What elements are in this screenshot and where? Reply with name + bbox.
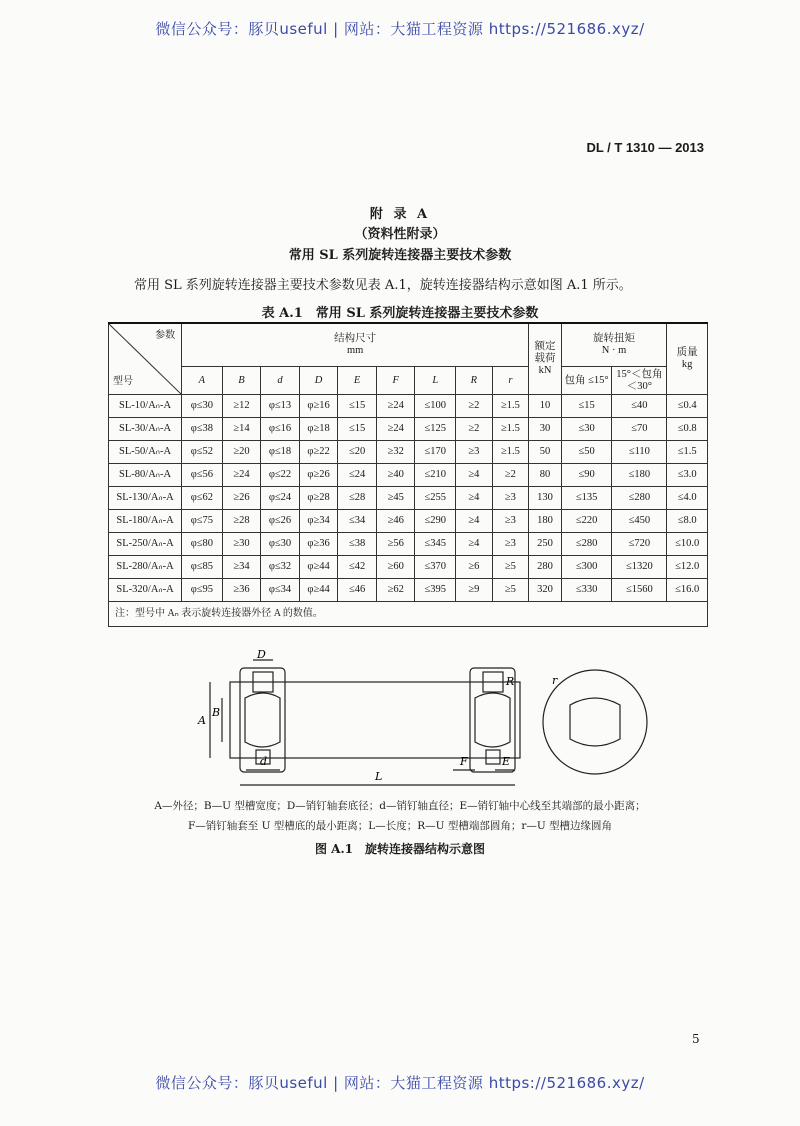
figure-legend-line2: F—销钉轴套至 U 型槽底的最小距离；L—长度；R—U 型槽端部圆角；r—U 型槽边缘圆角 [187, 820, 613, 832]
table-row [109, 556, 708, 579]
value-cell: ≤3.0 [667, 464, 708, 487]
value-cell: ≤110 [612, 441, 667, 464]
col-header: L [415, 367, 456, 395]
value-cell: ≥32 [376, 441, 415, 464]
right-u-slot [475, 693, 510, 747]
right-pin-bottom [486, 750, 500, 764]
value-cell: φ≥26 [299, 464, 338, 487]
value-cell: ≤290 [415, 510, 456, 533]
value-cell: ≥12 [222, 395, 261, 418]
standard-code: DL / T 1310 — 2013 [586, 140, 704, 155]
figure-caption: 图 A.1 旋转连接器结构示意图 [314, 842, 486, 856]
value-cell: ≤345 [415, 533, 456, 556]
detail-circle [543, 670, 647, 774]
col-header-torque-a: 包角 ≤15° [561, 367, 612, 395]
value-cell: ≤40 [612, 395, 667, 418]
label-B: B [212, 706, 221, 719]
label-r: r [552, 674, 558, 687]
value-cell: φ≤16 [261, 418, 300, 441]
value-cell: ≥24 [376, 395, 415, 418]
value-cell: ≤100 [415, 395, 456, 418]
value-cell: ≤16.0 [667, 579, 708, 602]
header-torque-title: 旋转扭矩 [593, 333, 635, 345]
value-cell: ≥45 [376, 487, 415, 510]
value-cell: ≥6 [456, 556, 493, 579]
label-L: L [375, 770, 383, 783]
label-R: R [506, 675, 515, 688]
header-mass-title: 质量 [676, 347, 698, 358]
value-cell: ≤46 [338, 579, 377, 602]
value-cell: ≤300 [561, 556, 612, 579]
value-cell: ≤24 [338, 464, 377, 487]
value-cell: ≤210 [415, 464, 456, 487]
value-cell: ≥1.5 [492, 441, 529, 464]
model-cell: SL-50/Aₙ-A [109, 441, 182, 464]
value-cell: φ≤30 [182, 395, 223, 418]
appendix-title: 附 录 A [369, 207, 431, 222]
value-cell: ≤4.0 [667, 487, 708, 510]
value-cell: φ≥36 [299, 533, 338, 556]
col-header: B [222, 367, 261, 395]
value-cell: ≥3 [492, 487, 529, 510]
header-load [529, 323, 561, 395]
figure-legend-line1: A—外径；B—U 型槽宽度；D—销钉轴套底径；d—销钉轴直径；E—销钉轴中心线至其端部的最小距离； [154, 800, 646, 812]
value-cell: ≤255 [415, 487, 456, 510]
value-cell: 10 [529, 395, 561, 418]
value-cell: φ≤24 [261, 487, 300, 510]
value-cell: φ≥18 [299, 418, 338, 441]
value-cell: φ≤62 [182, 487, 223, 510]
page-number: 5 [692, 1032, 700, 1046]
value-cell: φ≤95 [182, 579, 223, 602]
value-cell: φ≤13 [261, 395, 300, 418]
value-cell: ≤15 [338, 395, 377, 418]
label-D: D [257, 650, 266, 661]
col-header: E [338, 367, 377, 395]
value-cell: ≥4 [456, 464, 493, 487]
value-cell: φ≥28 [299, 487, 338, 510]
header-dims-title: 结构尺寸 [334, 333, 377, 345]
table-row [109, 395, 708, 418]
value-cell: 250 [529, 533, 561, 556]
model-cell: SL-280/Aₙ-A [109, 556, 182, 579]
value-cell: ≥46 [376, 510, 415, 533]
table-row [109, 533, 708, 556]
value-cell: ≤1.5 [667, 441, 708, 464]
value-cell: φ≤56 [182, 464, 223, 487]
value-cell: φ≤52 [182, 441, 223, 464]
appendix-subtitle: 常用 SL 系列旋转连接器主要技术参数 [288, 248, 512, 263]
header-mass-unit: kg [681, 359, 693, 370]
header-torque-unit: N · m [601, 345, 627, 357]
value-cell: ≤50 [561, 441, 612, 464]
value-cell: ≥2 [456, 395, 493, 418]
model-cell: SL-180/Aₙ-A [109, 510, 182, 533]
value-cell: ≤220 [561, 510, 612, 533]
value-cell: ≥24 [376, 418, 415, 441]
value-cell: ≤70 [612, 418, 667, 441]
value-cell: φ≤30 [261, 533, 300, 556]
table-row [109, 464, 708, 487]
value-cell: φ≤22 [261, 464, 300, 487]
value-cell: ≥62 [376, 579, 415, 602]
value-cell: ≤12.0 [667, 556, 708, 579]
header-load-l3: kN [538, 365, 552, 376]
value-cell: ≤0.4 [667, 395, 708, 418]
header-model: 型号 [113, 376, 133, 387]
table-body [109, 395, 708, 602]
value-cell: ≤395 [415, 579, 456, 602]
model-cell: SL-80/Aₙ-A [109, 464, 182, 487]
label-F: F [460, 755, 468, 768]
value-cell: ≤1560 [612, 579, 667, 602]
header-mass [667, 323, 708, 395]
value-cell: ≥2 [456, 418, 493, 441]
table-row [109, 487, 708, 510]
col-header-torque-b: 15°＜包角 ＜30° [612, 367, 667, 395]
value-cell: ≥9 [456, 579, 493, 602]
value-cell: ≥14 [222, 418, 261, 441]
header-load-l2: 载荷 [534, 353, 556, 364]
value-cell: ≥34 [222, 556, 261, 579]
label-E: E [502, 755, 511, 768]
value-cell: φ≥44 [299, 556, 338, 579]
value-cell: 130 [529, 487, 561, 510]
table-row [109, 510, 708, 533]
value-cell: φ≤80 [182, 533, 223, 556]
table-row [109, 418, 708, 441]
value-cell: ≥30 [222, 533, 261, 556]
value-cell: ≤15 [561, 395, 612, 418]
header-param: 参数 [155, 330, 176, 341]
model-cell: SL-130/Aₙ-A [109, 487, 182, 510]
value-cell: ≥28 [222, 510, 261, 533]
value-cell: ≤42 [338, 556, 377, 579]
value-cell: φ≤26 [261, 510, 300, 533]
table-row [109, 441, 708, 464]
spec-table [108, 322, 708, 627]
value-cell: ≥60 [376, 556, 415, 579]
value-cell: ≤30 [561, 418, 612, 441]
header-load-l1: 额定 [534, 341, 556, 352]
model-cell: SL-320/Aₙ-A [109, 579, 182, 602]
detail-u-slot [570, 698, 620, 746]
value-cell: 280 [529, 556, 561, 579]
value-cell: ≥26 [222, 487, 261, 510]
label-d: d [260, 755, 268, 768]
col-header: d [261, 367, 300, 395]
connector-diagram [150, 650, 660, 792]
value-cell: ≤28 [338, 487, 377, 510]
watermark-top: 微信公众号：豚贝useful | 网站：大猫工程资源 https://521686.xyz/ [155, 20, 645, 38]
col-header: r [492, 367, 529, 395]
value-cell: ≤280 [612, 487, 667, 510]
left-u-slot [245, 693, 280, 747]
value-cell: 30 [529, 418, 561, 441]
value-cell: 320 [529, 579, 561, 602]
table-note: 注：型号中 Aₙ 表示旋转连接器外径 A 的数值。 [109, 602, 708, 627]
value-cell: φ≤18 [261, 441, 300, 464]
value-cell: ≤170 [415, 441, 456, 464]
watermark-bottom: 微信公众号：豚贝useful | 网站：大猫工程资源 https://521686.xyz/ [155, 1074, 645, 1092]
appendix-type: （资料性附录） [354, 227, 446, 242]
value-cell: ≤280 [561, 533, 612, 556]
value-cell: ≤125 [415, 418, 456, 441]
model-cell: SL-10/Aₙ-A [109, 395, 182, 418]
value-cell: φ≥34 [299, 510, 338, 533]
value-cell: φ≤85 [182, 556, 223, 579]
value-cell: φ≤32 [261, 556, 300, 579]
value-cell: φ≤75 [182, 510, 223, 533]
col-header: D [299, 367, 338, 395]
value-cell: 80 [529, 464, 561, 487]
value-cell: ≤15 [338, 418, 377, 441]
header-dims [182, 323, 529, 367]
label-A: A [198, 714, 206, 727]
value-cell: ≥1.5 [492, 418, 529, 441]
col-header: A [182, 367, 223, 395]
header-torque [561, 323, 667, 367]
header-diagonal-cell [109, 323, 182, 395]
value-cell: 180 [529, 510, 561, 533]
intro-paragraph: 常用 SL 系列旋转连接器主要技术参数见表 A.1，旋转连接器结构示意如图 A.1 所示。 [134, 278, 632, 293]
value-cell: φ≥44 [299, 579, 338, 602]
value-cell: ≥5 [492, 579, 529, 602]
value-cell: ≤34 [338, 510, 377, 533]
table-row [109, 579, 708, 602]
value-cell: φ≤34 [261, 579, 300, 602]
table-caption: 表 A.1 常用 SL 系列旋转连接器主要技术参数 [261, 306, 539, 321]
value-cell: ≥20 [222, 441, 261, 464]
model-cell: SL-30/Aₙ-A [109, 418, 182, 441]
value-cell: ≤450 [612, 510, 667, 533]
value-cell: ≤38 [338, 533, 377, 556]
value-cell: ≤90 [561, 464, 612, 487]
value-cell: ≤135 [561, 487, 612, 510]
model-cell: SL-250/Aₙ-A [109, 533, 182, 556]
value-cell: φ≤38 [182, 418, 223, 441]
value-cell: ≥36 [222, 579, 261, 602]
value-cell: ≥24 [222, 464, 261, 487]
value-cell: ≥4 [456, 510, 493, 533]
value-cell: ≥5 [492, 556, 529, 579]
value-cell: ≥2 [492, 464, 529, 487]
value-cell: ≤20 [338, 441, 377, 464]
value-cell: 50 [529, 441, 561, 464]
value-cell: ≥3 [492, 510, 529, 533]
header-dims-unit: mm [346, 345, 364, 357]
value-cell: φ≥16 [299, 395, 338, 418]
value-cell: ≤0.8 [667, 418, 708, 441]
col-header: R [456, 367, 493, 395]
value-cell: ≤1320 [612, 556, 667, 579]
value-cell: ≤720 [612, 533, 667, 556]
value-cell: ≥4 [456, 533, 493, 556]
value-cell: ≥40 [376, 464, 415, 487]
value-cell: ≥3 [456, 441, 493, 464]
value-cell: ≥3 [492, 533, 529, 556]
value-cell: ≥4 [456, 487, 493, 510]
value-cell: ≥56 [376, 533, 415, 556]
value-cell: ≥1.5 [492, 395, 529, 418]
value-cell: ≤10.0 [667, 533, 708, 556]
value-cell: ≤330 [561, 579, 612, 602]
value-cell: ≤180 [612, 464, 667, 487]
value-cell: φ≥22 [299, 441, 338, 464]
col-header: F [376, 367, 415, 395]
value-cell: ≤8.0 [667, 510, 708, 533]
value-cell: ≤370 [415, 556, 456, 579]
connector-body [230, 682, 520, 758]
